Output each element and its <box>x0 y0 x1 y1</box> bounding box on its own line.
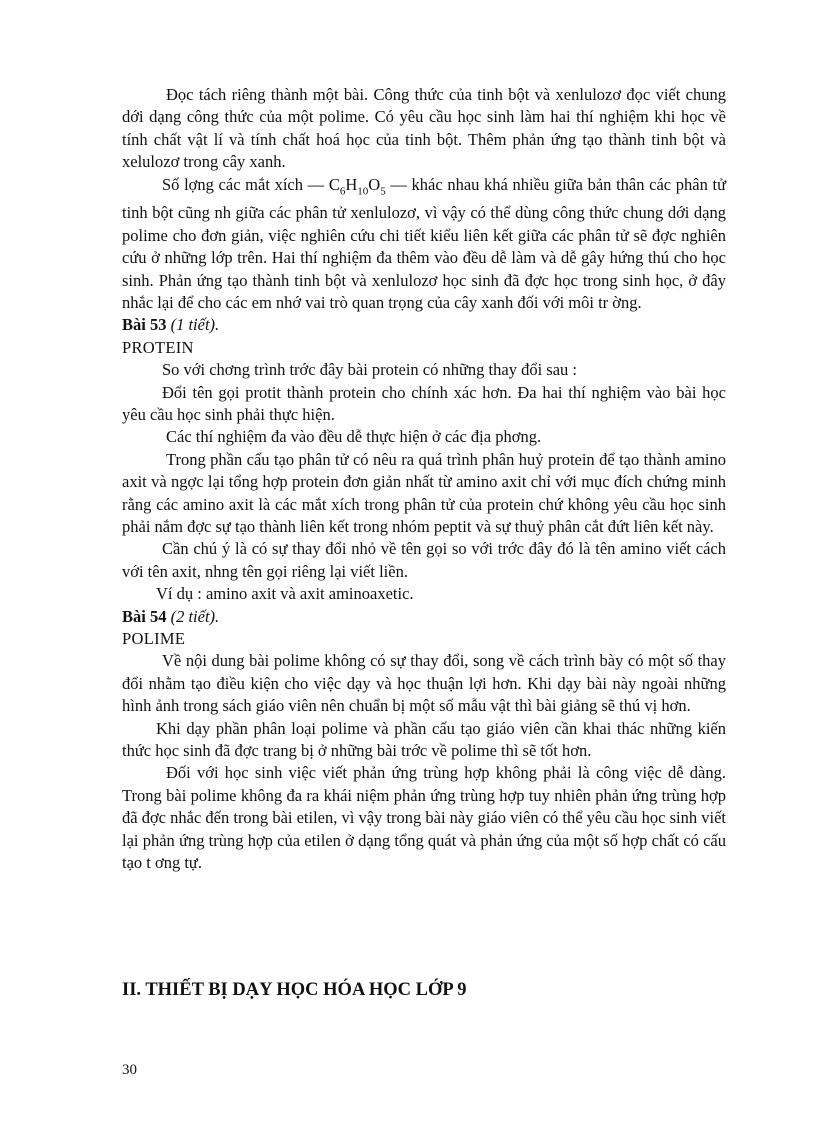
paragraph-formula <box>122 174 726 315</box>
paragraph-example: Ví dụ : amino axit và axit aminoaxetic. <box>156 584 414 604</box>
formula-h-count: 10 <box>357 184 369 197</box>
formula-o-count: 5 <box>380 184 386 197</box>
lesson-53-number: Bài 53 <box>122 315 167 335</box>
paragraph: Đọc tách riêng thành một bài. Công thức của tinh bột và xenlulozơ đọc viết chung dới dạng công thức của một polime. Có yêu cầu học sinh làm hai thí nghiệm khi học về tính chất vật lí và tính chất hoá học của tinh bột. Thêm phản ứng tạo thành tinh bột và xelulozơ trong cây xanh. <box>122 85 726 172</box>
formula-c: C <box>328 174 340 194</box>
lesson-53-title <box>122 314 726 336</box>
paragraph: So với chơng trình trớc đây bài protein có những thay đổi sau : <box>162 360 578 380</box>
lesson-53-duration: (1 tiết). <box>170 315 220 335</box>
page-number: 30 <box>122 1062 137 1078</box>
formula-o: O <box>368 174 381 194</box>
lesson-54-title <box>122 606 726 628</box>
paragraph-text: — khác nhau khá nhiều giữa bản thân các phân tử tinh bột cũng nh giữa các phân tử xenlulozơ, vì vậy có thể dùng công thức chung dới dạng polime cho đơn giản, việc nghiên cứu chi tiết kiểu liên kết giữa các phân tử sẽ đợc nghiên cứu ở những lớp trên. Hai thí nghiệm đa thêm vào đều dễ làm và dễ gây hứng thú cho học sinh. Phản ứng tạo thành tinh bột và xenlulozơ học sinh đã đợc học trong sinh học, ở đây nhắc lại để cho các em nhớ vai trò quan trọng của cây xanh đối với môi tr ờng. <box>122 174 727 312</box>
paragraph: Khi dạy phần phân loại polime và phần cấu tạo giáo viên cần khai thác những kiến thức học sinh đã đợc trang bị ở những bài trớc về polime thì sẽ tốt hơn. <box>122 718 726 761</box>
paragraph: Đổi tên gọi protit thành protein cho chính xác hơn. Đa hai thí nghiệm vào bài học yêu cầu học sinh phải thực hiện. <box>122 382 726 424</box>
lesson-54-name: POLIME <box>122 629 186 649</box>
paragraph-text: Số lợng các mắt xích — <box>162 174 325 194</box>
lesson-53-name: PROTEIN <box>122 337 194 357</box>
formula-c-count: 6 <box>339 184 346 197</box>
paragraph: Các thí nghiệm đa vào đều dễ thực hiện ở các địa phơng. <box>166 427 542 447</box>
paragraph: Về nội dung bài polime không có sự thay đổi, song về cách trình bày có một số thay đổi nhằm tạo điều kiện cho việc dạy và học thuận lợi hơn. Khi dạy bài này ngoài những hình ảnh trong sách giáo viên nên chuẩn bị một số mẫu vật thì bài giảng sẽ thú vị hơn. <box>122 651 726 716</box>
paragraph: Đối với học sinh việc viết phản ứng trùng hợp không phải là công việc dễ dàng. Trong bài polime không đa ra khái niệm phản ứng trùng hợp tuy nhiên phản ứng trùng hợp đã đợc nhắc đến trong bài etilen, vì vậy trong bài này giáo viên có thể yêu cầu học sinh viết lại phản ứng trùng hợp của etilen ở dạng tổng quát và phản ứng của một số hợp chất có cấu tạo t ơng tự. <box>122 763 726 873</box>
page-content <box>122 84 726 875</box>
paragraph: Trong phần cấu tạo phân tử có nêu ra quá trình phân huỷ protein để tạo thành amino axit và ngợc lại tổng hợp protein đơn giản nhất từ amino axit chỉ với mục đích chứng minh rằng các amino axit là các mắt xích trong phân tử của protein chứ không yêu cầu học sinh phải nắm đợc sự tạo thành liên kết trong nhóm peptit và sự thuỷ phân cắt đứt liên kết này. <box>122 449 726 537</box>
section-heading: II. THIẾT BỊ DẠY HỌC HÓA HỌC LỚP 9 <box>122 980 467 1000</box>
lesson-54-duration: (2 tiết). <box>170 606 220 626</box>
lesson-54-number: Bài 54 <box>122 606 167 626</box>
formula-h: H <box>345 174 358 194</box>
paragraph: Cần chú ý là có sự thay đổi nhỏ về tên gọi so với trớc đây đó là tên amino viết cách với tên axit, nhng tên gọi riêng lại viết liền. <box>122 539 726 581</box>
